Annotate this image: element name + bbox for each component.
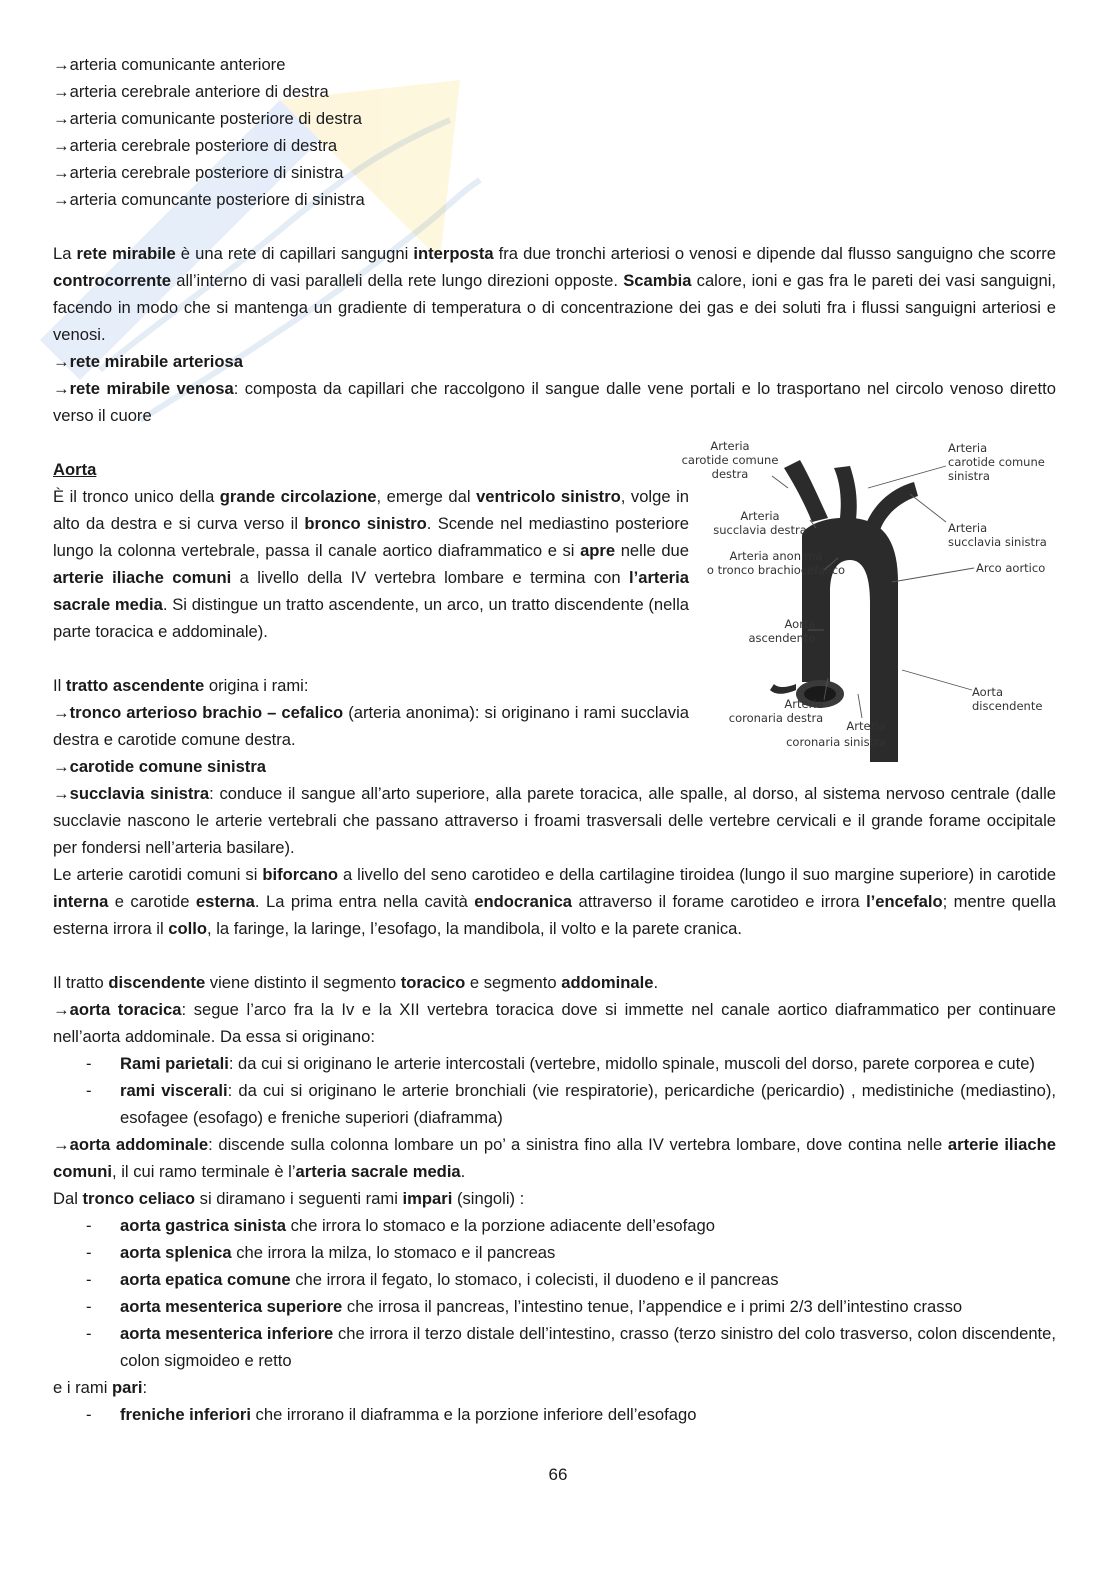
- label-coronaria-sx: Arteria coronaria sinistra: [786, 719, 886, 749]
- ramo-carotide-sinistra: → carotide comune sinistra: [53, 753, 689, 780]
- ascendente-intro: Il tratto ascendente origina i rami:: [53, 676, 309, 695]
- list-item: - aorta splenica che irrora la milza, lo stomaco e il pancreas: [53, 1239, 1056, 1266]
- list-item: - aorta mesenterica superiore che irrosa il pancreas, l’intestino tenue, l’appendice e i primi 2/3 dell’intestino crasso: [53, 1293, 1056, 1320]
- page-number: 66: [548, 1465, 568, 1484]
- list-item: - aorta gastrica sinista che irrora lo stomaco e la porzione adiacente dell’esofago: [53, 1212, 1056, 1239]
- list-item: → arteria comunicante posteriore di destra: [53, 105, 1056, 132]
- rami-impari-list: [53, 1212, 1056, 1374]
- list-item: → arteria cerebrale anteriore di destra: [53, 78, 1056, 105]
- rete-mirabile-paragraph: La rete mirabile è una rete di capillari sangugni interposta fra due tronchi arteriosi o venosi e dipende dal flusso sanguigno che scorre controcorrente all’interno di vasi paralleli della rete lungo direzioni opposte. Scambia calore, ioni e gas fra le pareti dei vasi sanguigni, facendo in modo che si mantenga un gradiente di temperatura o di concentrazione dei gas e dei soluti fra i flussi sanguigni arteriosi e venosi.: [53, 244, 1056, 344]
- tronco-celiaco-intro: Dal tronco celiaco si diramano i seguenti rami impari (singoli) :: [53, 1189, 525, 1208]
- aorta-addominale-item: → aorta addominale: discende sulla colonna lombare un po’ a sinistra fino alla IV vertebra lombare, dove contina nelle arterie iliache comuni, il cui ramo terminale è l’arteria sacrale media.: [53, 1131, 1056, 1185]
- rete-venosa-item: → rete mirabile venosa: composta da capillari che raccolgono il sangue dalle vene portali e lo trasportano nel circolo venoso diretto verso il cuore: [53, 375, 1056, 429]
- list-item: - aorta epatica comune che irrora il fegato, lo stomaco, i colecisti, il duodeno e il pancreas: [53, 1266, 1056, 1293]
- rete-arteriosa-item: → rete mirabile arteriosa: [53, 348, 1056, 375]
- rami-pari-intro: e i rami pari:: [53, 1378, 148, 1397]
- label-carotide-sx: Arteria carotide comune sinistra: [948, 441, 1045, 483]
- list-item: → arteria cerebrale posteriore di sinistra: [53, 159, 1056, 186]
- aorta-heading: Aorta: [53, 460, 97, 479]
- list-item: → arteria comunicante anteriore: [53, 51, 1056, 78]
- discendente-intro: Il tratto discendente viene distinto il segmento toracico e segmento addominale.: [53, 973, 659, 992]
- label-succlavia-dx: Arteria succlavia destra: [713, 509, 807, 537]
- carotidi-paragraph: Le arterie carotidi comuni si biforcano a livello del seno carotideo e della cartilagine tiroidea (lungo il suo margine superiore) in carotide interna e carotide esterna. La prima entra nella cavità endocranica attraverso il forame carotideo e irrora l’encefalo; mentre quella esterna irrora il collo, la faringe, la laringe, l’esofago, la mandibola, il volto e la parete cranica.: [53, 865, 1057, 938]
- label-arco-aortico: Arco aortico: [976, 561, 1046, 575]
- label-aorta-discendente: Aorta discendente: [972, 685, 1043, 713]
- rami-parietali-item: - Rami parietali: da cui si originano le arterie intercostali (vertebre, midollo spinale, muscoli del dorso, parete corporea e cute): [53, 1050, 1056, 1077]
- list-item: → arteria cerebrale posteriore di destra: [53, 132, 1056, 159]
- list-item: → arteria comuncante posteriore di sinistra: [53, 186, 1056, 213]
- label-aorta-ascendente: Aorta ascendente: [748, 617, 816, 645]
- ramo-brachiocefalico: → tronco arterioso brachio – cefalico (arteria anonima): si originano i rami succlavia destra e carotide comune destra.: [53, 699, 689, 753]
- label-coronaria-dx: Arteria coronaria destra: [728, 697, 824, 725]
- label-succlavia-sx: Arteria succlavia sinistra: [948, 521, 1047, 549]
- aorta-toracica-item: → aorta toracica: segue l’arco fra la Iv e la XII vertebra toracica dove si immette nel canale aortico diaframmatico per continuare nell’aorta addominale. Da essa si originano:: [53, 996, 1056, 1050]
- rami-viscerali-item: - rami viscerali: da cui si originano le arterie bronchiali (vie respiratorie), pericardiche (pericardio) , medistiniche (mediastino), esofagee (esofago) e freniche superiori (diaframma): [53, 1077, 1056, 1131]
- arterial-circle-list: [53, 51, 1056, 213]
- label-carotide-dx: Arteria carotide comune destra: [681, 439, 779, 481]
- ramo-succlavia-sinistra: → succlavia sinistra: conduce il sangue all’arto superiore, alla parete toracica, alle spalle, al dorso, al sistema nervoso centrale (dalle succlavie nascono le arterie vertebrali che passano attraverso i froami trasversali delle vertebre cervicali e il grande forame occipitale per fondersi nell’arteria basilare).: [53, 780, 1056, 861]
- aorta-intro-paragraph: È il tronco unico della grande circolazione, emerge dal ventricolo sinistro, volge in alto da destra e si curva verso il bronco sinistro. Scende nel mediastino posteriore lungo la colonna vertebrale, passa il canale aortico diaframmatico e si apre nelle due arterie iliache comuni a livello della IV vertebra lombare e termina con l’arteria sacrale media. Si distingue un tratto ascendente, un arco, un tratto discendente (nella parte toracica e addominale).: [53, 487, 690, 641]
- list-item: - freniche inferiori che irrorano il diaframma e la porzione inferiore dell’esofago: [53, 1401, 1056, 1428]
- label-anonima: Arteria anonima o tronco brachiocefalico: [706, 549, 846, 577]
- list-item: - aorta mesenterica inferiore che irrora il terzo distale dell’intestino, crasso (terzo sinistro del colo trasverso, colon discendente, colon sigmoideo e retto: [53, 1320, 1056, 1374]
